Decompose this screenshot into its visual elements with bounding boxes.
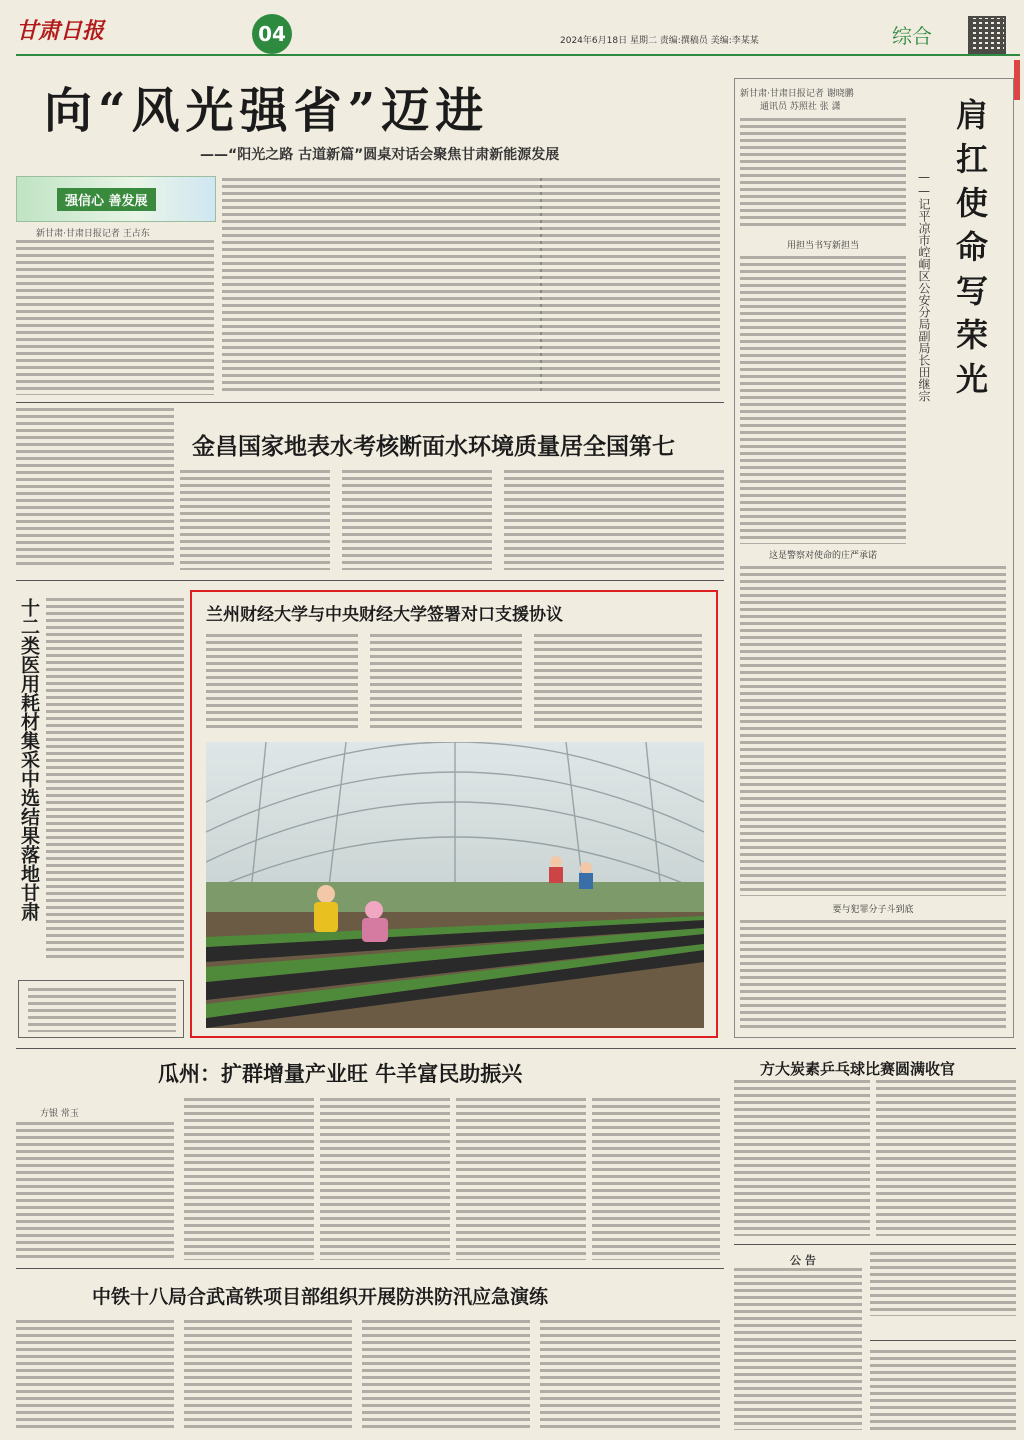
- divider: [16, 1048, 1016, 1049]
- page-number-badge: 04: [252, 14, 292, 54]
- water-col-2-text: [342, 470, 492, 570]
- lead-col-4-text: [540, 178, 720, 395]
- qr-code: [968, 16, 1006, 54]
- featured-headline: 兰州财经大学与中央财经大学签署对口支援协议: [206, 605, 563, 625]
- medical-note-text: [28, 988, 176, 1032]
- right-subheadline: ——记平凉市崆峒区公安分局副局长田继宗: [917, 170, 931, 402]
- guazhou-col-1-text: [16, 1122, 174, 1260]
- notice-col-1-text: [734, 1268, 862, 1430]
- greenhouse-photo: [206, 742, 704, 1028]
- greenhouse-photo-svg: [206, 742, 704, 1028]
- pingpong-headline: 方大炭素乒乓球比赛圆满收官: [760, 1060, 956, 1078]
- guazhou-headline: 瓜州：扩群增量产业旺 牛羊富民助振兴: [158, 1061, 523, 1086]
- divider: [16, 580, 724, 581]
- guazhou-col-5-text: [592, 1098, 720, 1260]
- notice-col-3-text: [870, 1350, 1016, 1430]
- railway-col-3-text: [362, 1320, 530, 1428]
- right-byline-1: 新甘肃·甘肃日报记者 谢晓鹏: [740, 89, 854, 99]
- divider: [16, 402, 724, 403]
- medical-headline: 十二类医用耗材集采中选结果落地甘肃: [18, 598, 40, 921]
- medical-text: [46, 598, 184, 958]
- guazhou-byline: 方银 常玉: [40, 1109, 79, 1119]
- right-headline: 肩扛使命写荣光: [951, 98, 989, 406]
- water-col-1-text: [180, 470, 330, 570]
- right-text-block-4: [740, 920, 1006, 1032]
- divider: [734, 1244, 1016, 1245]
- featured-col-2-text: [370, 634, 522, 730]
- pingpong-col-1-text: [734, 1080, 870, 1236]
- banner-text: 强信心 善发展: [57, 188, 156, 211]
- water-col-3-text: [504, 470, 724, 570]
- featured-col-1-text: [206, 634, 358, 730]
- right-subhead-2: 这是警察对使命的庄严承诺: [768, 551, 877, 561]
- page-edge-accent: [1014, 60, 1020, 100]
- masthead-rule: [16, 54, 1020, 56]
- lead-col-2-text: [222, 178, 382, 395]
- right-text-block-2: [740, 256, 906, 544]
- featured-article-frame[interactable]: [190, 590, 718, 1038]
- lead-subheadline: ——“阳光之路 古道新篇”圆桌对话会聚焦甘肃新能源发展: [200, 147, 560, 163]
- lead-col-3-text: [382, 178, 542, 395]
- lead-headline: 向“风光强省”迈进: [44, 83, 490, 139]
- railway-col-4-text: [540, 1320, 720, 1428]
- guazhou-col-3-text: [320, 1098, 450, 1260]
- guazhou-col-4-text: [456, 1098, 586, 1260]
- water-left-text: [16, 408, 174, 568]
- masthead: [0, 0, 1024, 60]
- section-label: 综合: [892, 24, 932, 48]
- railway-col-1-text: [16, 1320, 174, 1428]
- guazhou-col-2-text: [184, 1098, 314, 1260]
- right-subhead-3: 要与犯罪分子斗到底: [832, 905, 914, 915]
- paper-logo: 甘肃日报: [16, 18, 105, 44]
- right-subhead-1: 用担当书写新担当: [786, 241, 859, 251]
- lead-col-1-text: [16, 240, 214, 395]
- date-line: 2024年6月18日 星期二 责编:撰稿员 美编:李某某: [560, 36, 759, 46]
- divider: [16, 1268, 724, 1269]
- lead-banner: [16, 176, 216, 222]
- water-headline: 金昌国家地表水考核断面水环境质量居全国第七: [192, 433, 675, 460]
- featured-col-3-text: [534, 634, 702, 730]
- divider: [870, 1340, 1016, 1341]
- right-text-block-1: [740, 118, 906, 230]
- railway-headline: 中铁十八局合武高铁项目部组织开展防洪防汛应急演练: [92, 1286, 549, 1308]
- right-byline-2: 通讯员 苏照社 张 潇: [760, 102, 841, 112]
- right-text-block-3: [740, 566, 1006, 896]
- notice-col-2-text: [870, 1252, 1016, 1316]
- lead-byline: 新甘肃·甘肃日报记者 王占东: [36, 229, 150, 239]
- railway-col-2-text: [184, 1320, 352, 1428]
- notice-title: 公 告: [790, 1254, 816, 1267]
- pingpong-col-2-text: [876, 1080, 1016, 1236]
